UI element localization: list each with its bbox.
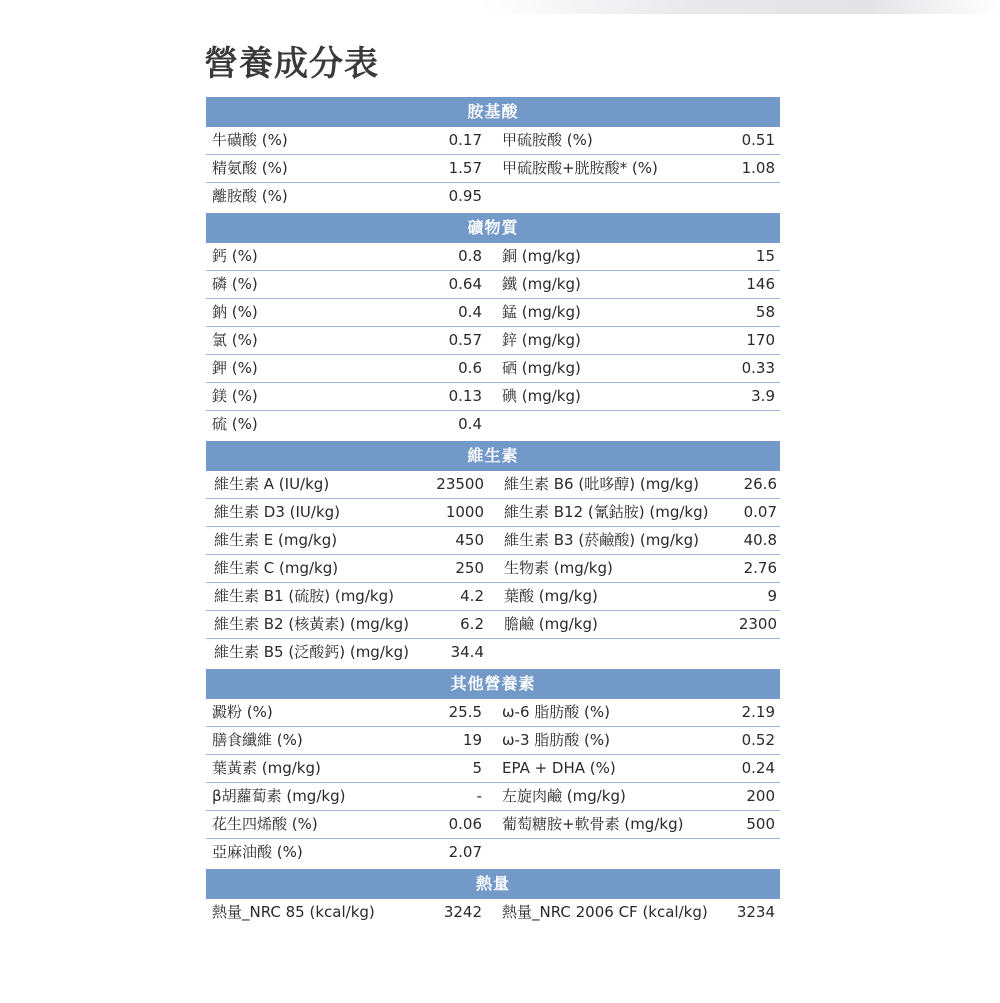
nutrient-value: 450 xyxy=(455,531,484,549)
nutrient-label: 澱粉 (%) xyxy=(212,703,273,721)
nutrient-value xyxy=(730,839,775,866)
nutrient-label: 熱量_NRC 2006 CF (kcal/kg) xyxy=(502,903,708,921)
nutrient-label: 維生素 A (IU/kg) xyxy=(214,475,330,493)
top-shadow xyxy=(480,0,1000,14)
table-row xyxy=(206,755,780,783)
table-row xyxy=(206,155,780,183)
nutrient-value: 0.4 xyxy=(458,415,482,433)
nutrient-label: 鉀 (%) xyxy=(212,359,258,377)
nutrient-label: β胡蘿蔔素 (mg/kg) xyxy=(212,787,346,805)
table-row xyxy=(206,555,780,583)
nutrient-value: 1.57 xyxy=(448,159,482,177)
nutrient-value: 0.06 xyxy=(448,815,482,833)
nutrient-value: 0.51 xyxy=(741,131,775,149)
nutrient-label: 維生素 B3 (菸鹼酸) (mg/kg) xyxy=(504,531,699,549)
nutrient-value xyxy=(732,639,777,666)
nutrient-value: 0.13 xyxy=(448,387,482,405)
nutrient-label: 維生素 C (mg/kg) xyxy=(214,559,339,577)
nutrient-value: 0.24 xyxy=(741,759,775,777)
table-row xyxy=(206,839,780,866)
table-row xyxy=(206,583,780,611)
nutrient-label: 鈣 (%) xyxy=(212,247,258,265)
section-header: 維生素 xyxy=(206,441,780,471)
nutrient-value: 6.2 xyxy=(460,615,484,633)
nutrient-value: 170 xyxy=(746,331,775,349)
table-row xyxy=(206,243,780,271)
nutrient-label: 鐵 (mg/kg) xyxy=(502,275,581,293)
nutrient-value: 3234 xyxy=(736,903,775,921)
nutrient-value: 2.19 xyxy=(741,703,775,721)
nutrient-label: 甲硫胺酸 (%) xyxy=(502,131,593,149)
nutrient-value: 2.76 xyxy=(743,559,777,577)
nutrient-label: 花生四烯酸 (%) xyxy=(212,815,318,833)
nutrient-value: 0.8 xyxy=(458,247,482,265)
nutrient-label: 碘 (mg/kg) xyxy=(502,387,581,405)
nutrient-label: 葉黃素 (mg/kg) xyxy=(212,759,321,777)
nutrient-value: 15 xyxy=(755,247,775,265)
nutrient-label: 維生素 D3 (IU/kg) xyxy=(214,503,340,521)
nutrient-value: 3242 xyxy=(443,903,482,921)
nutrient-label: 膽鹼 (mg/kg) xyxy=(504,615,598,633)
table-row xyxy=(206,783,780,811)
section-minerals xyxy=(206,213,780,438)
nutrient-value: 40.8 xyxy=(743,531,777,549)
nutrient-value: 23500 xyxy=(436,475,484,493)
nutrient-label: 維生素 B12 (氰鈷胺) (mg/kg) xyxy=(504,503,709,521)
nutrient-value: 25.5 xyxy=(448,703,482,721)
nutrient-value: 3.9 xyxy=(751,387,775,405)
nutrient-value: 26.6 xyxy=(743,475,777,493)
section-amino-acids xyxy=(206,97,780,210)
nutrient-label: 硫 (%) xyxy=(212,415,258,433)
nutrient-value: 200 xyxy=(746,787,775,805)
table-row xyxy=(206,499,780,527)
table-row xyxy=(206,611,780,639)
nutrient-value: 2300 xyxy=(738,615,777,633)
nutrient-label: 鈉 (%) xyxy=(212,303,258,321)
nutrient-label: 銅 (mg/kg) xyxy=(502,247,581,265)
nutrient-value: 0.33 xyxy=(741,359,775,377)
section-header: 胺基酸 xyxy=(206,97,780,127)
nutrient-label xyxy=(482,411,730,438)
nutrient-label: 葡萄糖胺+軟骨素 (mg/kg) xyxy=(502,815,684,833)
nutrient-label: ω-3 脂肪酸 (%) xyxy=(502,731,611,749)
nutrient-label: 離胺酸 (%) xyxy=(212,187,288,205)
table-row xyxy=(206,899,780,926)
nutrient-label: 氯 (%) xyxy=(212,331,258,349)
table-row xyxy=(206,411,780,438)
nutrient-label: 鎂 (%) xyxy=(212,387,258,405)
nutrient-value: 34.4 xyxy=(450,643,484,661)
nutrient-label: 維生素 B6 (吡哆醇) (mg/kg) xyxy=(504,475,699,493)
nutrient-label: 生物素 (mg/kg) xyxy=(504,559,613,577)
table-row xyxy=(206,355,780,383)
nutrient-value: 4.2 xyxy=(460,587,484,605)
nutrition-table xyxy=(206,97,780,929)
nutrient-label xyxy=(484,639,732,666)
nutrient-value: 0.07 xyxy=(743,503,777,521)
table-row xyxy=(206,811,780,839)
section-energy xyxy=(206,869,780,926)
nutrient-value: 0.17 xyxy=(448,131,482,149)
nutrient-label: 維生素 B1 (硫胺) (mg/kg) xyxy=(214,587,394,605)
nutrient-value: 0.4 xyxy=(458,303,482,321)
table-row xyxy=(206,383,780,411)
nutrient-value: 58 xyxy=(755,303,775,321)
table-row xyxy=(206,727,780,755)
nutrient-value: 5 xyxy=(472,759,482,777)
section-vitamins xyxy=(206,441,780,666)
nutrient-value: 0.52 xyxy=(741,731,775,749)
nutrient-label: 鋅 (mg/kg) xyxy=(502,331,581,349)
nutrient-value: 0.6 xyxy=(458,359,482,377)
nutrient-label: 甲硫胺酸+胱胺酸* (%) xyxy=(502,159,658,177)
nutrient-label: 維生素 B2 (核黃素) (mg/kg) xyxy=(214,615,409,633)
nutrient-value: 1000 xyxy=(445,503,484,521)
table-row xyxy=(206,471,780,499)
nutrient-label: 磷 (%) xyxy=(212,275,258,293)
nutrient-label xyxy=(482,183,730,210)
section-header: 礦物質 xyxy=(206,213,780,243)
nutrient-label: ω-6 脂肪酸 (%) xyxy=(502,703,611,721)
nutrient-value: 250 xyxy=(455,559,484,577)
nutrient-label: 熱量_NRC 85 (kcal/kg) xyxy=(212,903,375,921)
nutrient-value: 500 xyxy=(746,815,775,833)
nutrient-label: 牛磺酸 (%) xyxy=(212,131,288,149)
section-other-nutrients xyxy=(206,669,780,866)
table-row xyxy=(206,183,780,210)
table-row xyxy=(206,699,780,727)
nutrient-label: 錳 (mg/kg) xyxy=(502,303,581,321)
table-row xyxy=(206,639,780,666)
table-row xyxy=(206,271,780,299)
nutrient-label: 膳食纖維 (%) xyxy=(212,731,303,749)
table-row xyxy=(206,127,780,155)
nutrient-value: - xyxy=(476,787,482,805)
section-header: 熱量 xyxy=(206,869,780,899)
nutrient-value xyxy=(730,183,775,210)
nutrient-value: 0.64 xyxy=(448,275,482,293)
nutrient-label: 硒 (mg/kg) xyxy=(502,359,581,377)
table-row xyxy=(206,527,780,555)
nutrient-value: 1.08 xyxy=(741,159,775,177)
table-row xyxy=(206,299,780,327)
nutrient-label: 維生素 E (mg/kg) xyxy=(214,531,338,549)
nutrient-value: 0.95 xyxy=(448,187,482,205)
nutrient-label: 左旋肉鹼 (mg/kg) xyxy=(502,787,626,805)
page-title: 營養成分表 xyxy=(204,44,379,84)
nutrient-value: 9 xyxy=(767,587,777,605)
nutrient-value: 0.57 xyxy=(448,331,482,349)
nutrient-label: EPA + DHA (%) xyxy=(502,759,616,777)
nutrient-label xyxy=(482,839,730,866)
section-header: 其他營養素 xyxy=(206,669,780,699)
nutrient-value: 2.07 xyxy=(448,843,482,861)
nutrient-value: 146 xyxy=(746,275,775,293)
table-row xyxy=(206,327,780,355)
nutrient-label: 葉酸 (mg/kg) xyxy=(504,587,598,605)
nutrient-value: 19 xyxy=(462,731,482,749)
nutrient-label: 維生素 B5 (泛酸鈣) (mg/kg) xyxy=(214,643,409,661)
nutrient-label: 亞麻油酸 (%) xyxy=(212,843,303,861)
nutrient-label: 精氨酸 (%) xyxy=(212,159,288,177)
nutrient-value xyxy=(730,411,775,438)
